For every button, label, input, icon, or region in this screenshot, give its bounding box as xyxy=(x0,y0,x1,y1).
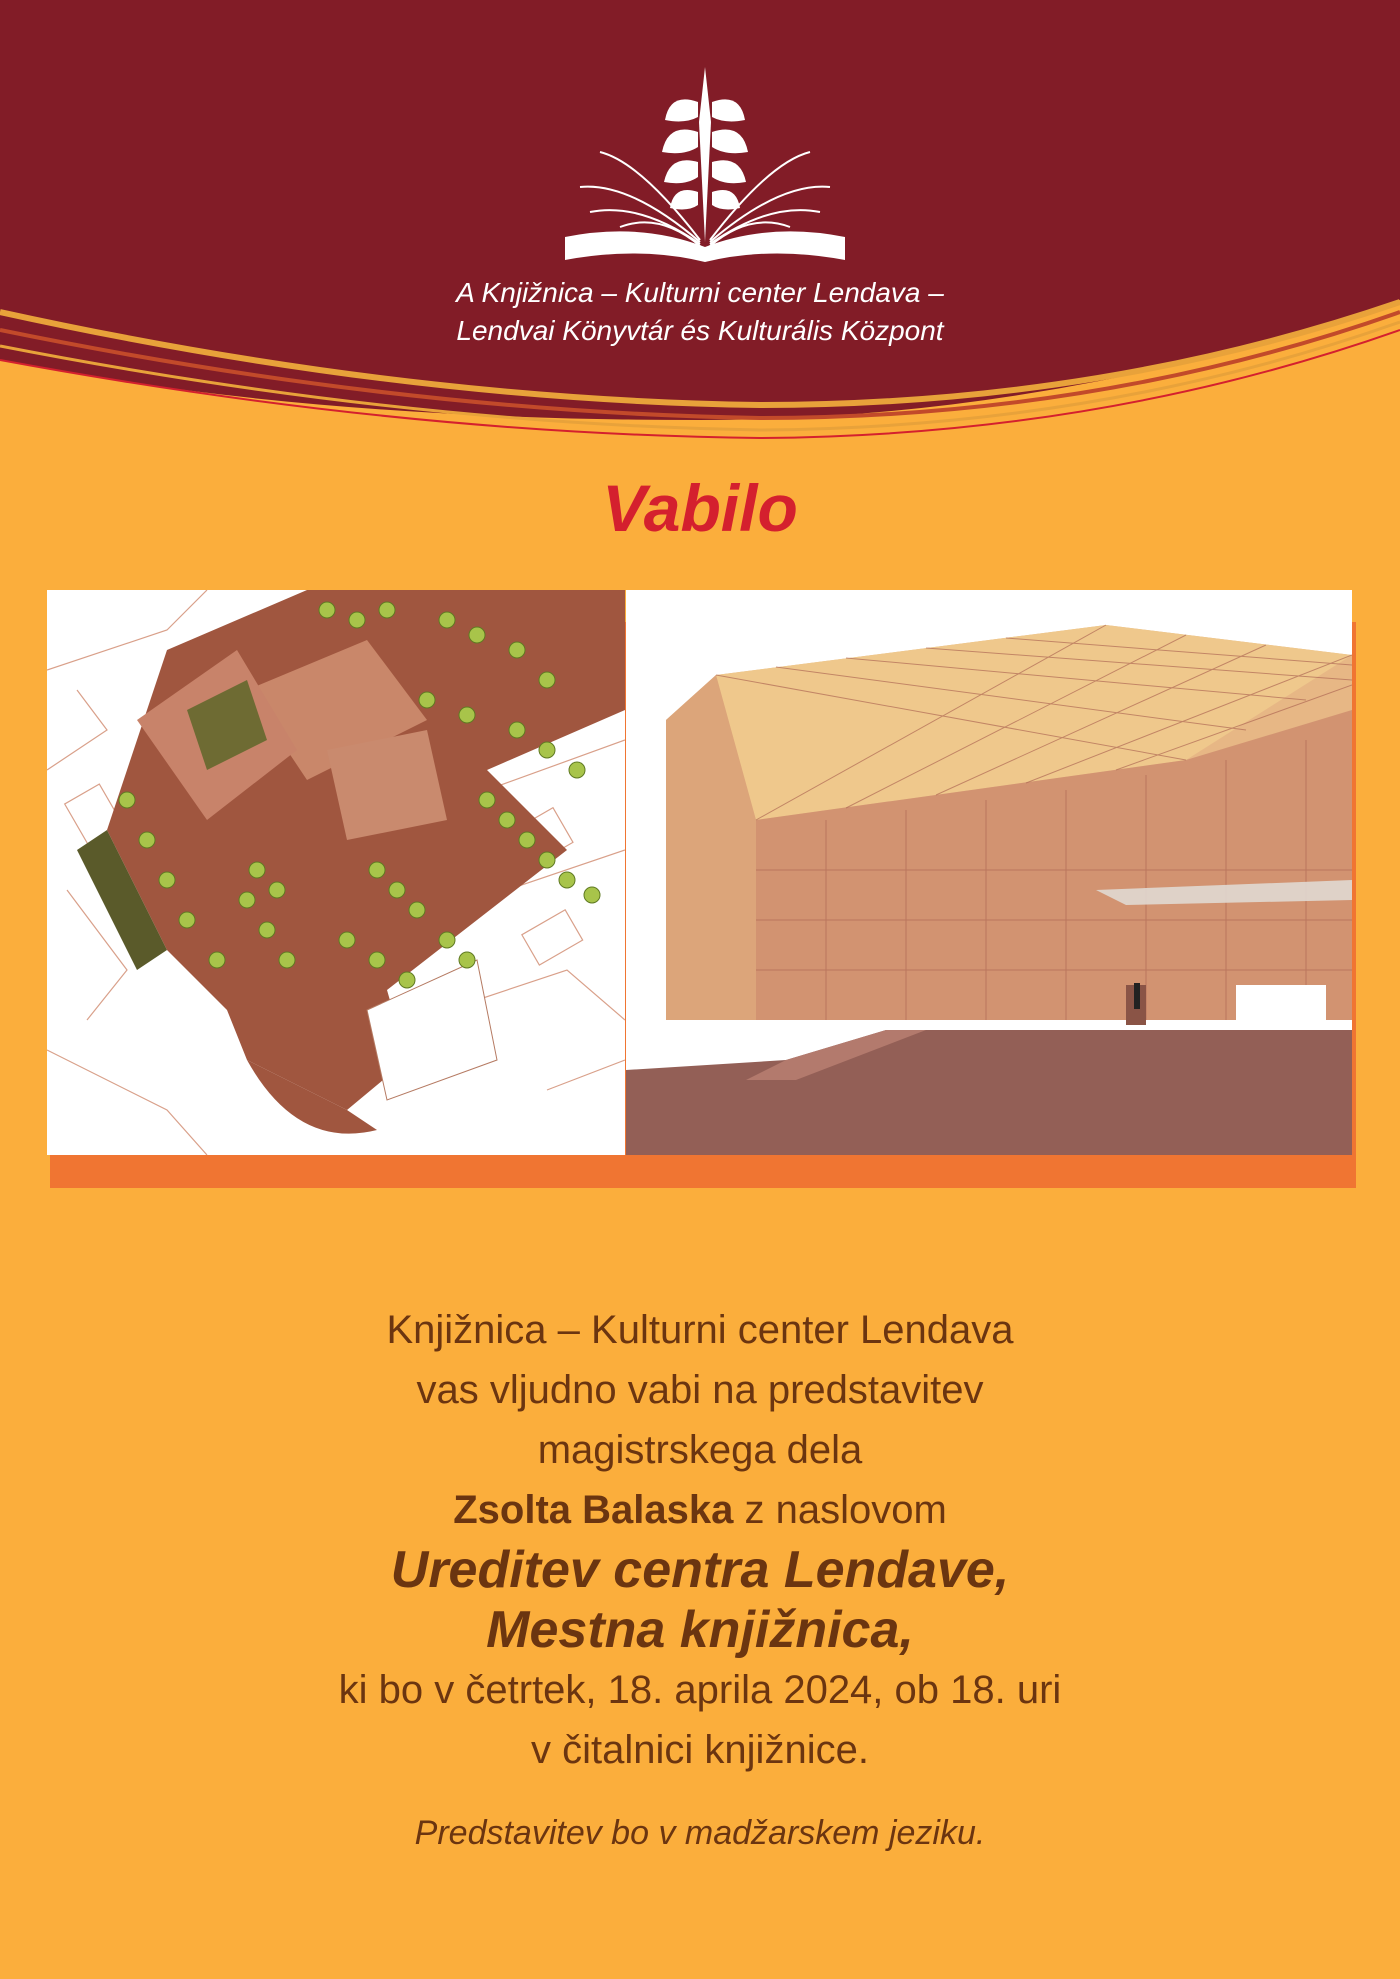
building-rendering-image xyxy=(626,590,1352,1155)
invitation-line-1: Knjižnica – Kulturni center Lendava xyxy=(386,1308,1014,1352)
author-line xyxy=(0,1480,1400,1540)
library-logo-icon xyxy=(560,62,850,267)
invitation-line-2: vas vljudno vabi na predstavitev xyxy=(416,1368,984,1412)
image-panel xyxy=(47,590,1353,1188)
place-line: v čitalnici knjižnice. xyxy=(531,1728,869,1772)
page-title: Vabilo xyxy=(602,471,798,545)
invitation-text xyxy=(0,1300,1400,1780)
author-suffix: z naslovom xyxy=(733,1488,947,1532)
invitation-line-3: magistrskega dela xyxy=(537,1428,863,1472)
author-name: Zsolta Balaska xyxy=(453,1488,734,1532)
work-title-line-2: Mestna knjižnica, xyxy=(486,1601,914,1659)
site-plan-image xyxy=(47,590,625,1155)
header-banner xyxy=(0,0,1400,440)
language-note: Predstavitev bo v madžarskem jeziku. xyxy=(414,1814,986,1852)
organization-name xyxy=(0,274,1400,350)
work-title-line-1: Ureditev centra Lendave, xyxy=(390,1541,1010,1599)
org-line-1: A Knjižnica – Kulturni center Lendava – xyxy=(456,277,944,308)
org-line-2: Lendvai Könyvtár és Kulturális Központ xyxy=(456,315,944,346)
date-line: ki bo v četrtek, 18. aprila 2024, ob 18. uri xyxy=(338,1668,1062,1712)
